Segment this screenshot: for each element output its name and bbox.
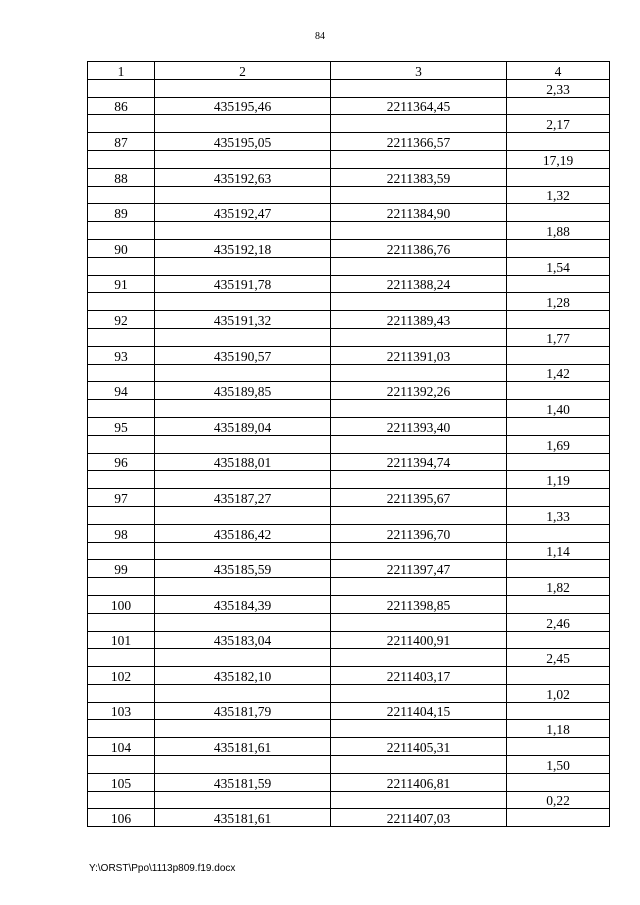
point-number-cell: 87 [88, 133, 155, 151]
y-coordinate-cell: 2211404,15 [331, 702, 507, 720]
x-coordinate-cell: 435185,59 [155, 560, 331, 578]
table-row [88, 756, 610, 774]
point-number-cell: 101 [88, 631, 155, 649]
y-coordinate-cell [331, 115, 507, 133]
table-row [88, 400, 610, 418]
distance-cell [507, 239, 610, 257]
point-number-cell: 91 [88, 275, 155, 293]
y-coordinate-cell: 2211389,43 [331, 311, 507, 329]
table-row [88, 489, 610, 507]
y-coordinate-cell: 2211396,70 [331, 524, 507, 542]
y-coordinate-cell: 2211383,59 [331, 168, 507, 186]
distance-cell: 1,28 [507, 293, 610, 311]
column-header-3: 3 [331, 62, 507, 80]
x-coordinate-cell [155, 542, 331, 560]
table-body [88, 62, 610, 827]
y-coordinate-cell [331, 222, 507, 240]
x-coordinate-cell: 435190,57 [155, 346, 331, 364]
x-coordinate-cell [155, 115, 331, 133]
column-header-4: 4 [507, 62, 610, 80]
table-row [88, 720, 610, 738]
distance-cell [507, 667, 610, 685]
x-coordinate-cell [155, 328, 331, 346]
y-coordinate-cell: 2211398,85 [331, 595, 507, 613]
distance-cell: 1,54 [507, 257, 610, 275]
y-coordinate-cell: 2211393,40 [331, 417, 507, 435]
table-row [88, 186, 610, 204]
x-coordinate-cell: 435189,85 [155, 382, 331, 400]
point-number-cell [88, 578, 155, 596]
table-row [88, 773, 610, 791]
point-number-cell: 95 [88, 417, 155, 435]
y-coordinate-cell [331, 471, 507, 489]
table-row [88, 631, 610, 649]
table-row [88, 97, 610, 115]
y-coordinate-cell: 2211364,45 [331, 97, 507, 115]
point-number-cell [88, 649, 155, 667]
distance-cell: 1,77 [507, 328, 610, 346]
y-coordinate-cell [331, 400, 507, 418]
point-number-cell [88, 150, 155, 168]
y-coordinate-cell: 2211384,90 [331, 204, 507, 222]
table-row [88, 257, 610, 275]
point-number-cell: 89 [88, 204, 155, 222]
y-coordinate-cell: 2211403,17 [331, 667, 507, 685]
table-row [88, 382, 610, 400]
y-coordinate-cell [331, 293, 507, 311]
distance-cell: 1,02 [507, 684, 610, 702]
y-coordinate-cell [331, 328, 507, 346]
table-row [88, 738, 610, 756]
distance-cell [507, 346, 610, 364]
distance-cell [507, 489, 610, 507]
distance-cell: 2,45 [507, 649, 610, 667]
point-number-cell [88, 791, 155, 809]
distance-cell [507, 168, 610, 186]
point-number-cell: 106 [88, 809, 155, 827]
distance-cell [507, 595, 610, 613]
table-row [88, 684, 610, 702]
y-coordinate-cell [331, 720, 507, 738]
x-coordinate-cell [155, 150, 331, 168]
x-coordinate-cell: 435184,39 [155, 595, 331, 613]
y-coordinate-cell [331, 79, 507, 97]
table-row [88, 346, 610, 364]
point-number-cell: 104 [88, 738, 155, 756]
point-number-cell [88, 257, 155, 275]
table-row [88, 133, 610, 151]
distance-cell [507, 417, 610, 435]
x-coordinate-cell [155, 222, 331, 240]
table-row [88, 560, 610, 578]
table-row [88, 150, 610, 168]
table-row [88, 168, 610, 186]
y-coordinate-cell [331, 578, 507, 596]
table-row [88, 328, 610, 346]
distance-cell: 1,82 [507, 578, 610, 596]
x-coordinate-cell: 435195,05 [155, 133, 331, 151]
y-coordinate-cell [331, 756, 507, 774]
point-number-cell [88, 542, 155, 560]
point-number-cell: 96 [88, 453, 155, 471]
table-row [88, 222, 610, 240]
point-number-cell: 98 [88, 524, 155, 542]
table-row [88, 702, 610, 720]
y-coordinate-cell [331, 613, 507, 631]
x-coordinate-cell [155, 613, 331, 631]
point-number-cell [88, 506, 155, 524]
y-coordinate-cell: 2211394,74 [331, 453, 507, 471]
distance-cell: 1,69 [507, 435, 610, 453]
x-coordinate-cell [155, 186, 331, 204]
y-coordinate-cell [331, 257, 507, 275]
table-row [88, 506, 610, 524]
table-row [88, 364, 610, 382]
point-number-cell [88, 328, 155, 346]
point-number-cell: 88 [88, 168, 155, 186]
distance-cell: 1,33 [507, 506, 610, 524]
x-coordinate-cell: 435187,27 [155, 489, 331, 507]
distance-cell [507, 560, 610, 578]
distance-cell [507, 275, 610, 293]
distance-cell: 1,88 [507, 222, 610, 240]
distance-cell [507, 702, 610, 720]
y-coordinate-cell: 2211392,26 [331, 382, 507, 400]
point-number-cell [88, 293, 155, 311]
table-row [88, 613, 610, 631]
x-coordinate-cell [155, 257, 331, 275]
column-header-1: 1 [88, 62, 155, 80]
distance-cell: 0,22 [507, 791, 610, 809]
distance-cell [507, 97, 610, 115]
page-number: 84 [315, 31, 325, 42]
point-number-cell [88, 613, 155, 631]
y-coordinate-cell: 2211366,57 [331, 133, 507, 151]
point-number-cell: 99 [88, 560, 155, 578]
table-row [88, 293, 610, 311]
table-row [88, 204, 610, 222]
point-number-cell [88, 471, 155, 489]
point-number-cell: 97 [88, 489, 155, 507]
distance-cell [507, 133, 610, 151]
y-coordinate-cell: 2211406,81 [331, 773, 507, 791]
distance-cell [507, 631, 610, 649]
y-coordinate-cell: 2211395,67 [331, 489, 507, 507]
x-coordinate-cell [155, 435, 331, 453]
distance-cell: 1,40 [507, 400, 610, 418]
x-coordinate-cell: 435181,61 [155, 738, 331, 756]
distance-cell [507, 524, 610, 542]
table-row [88, 275, 610, 293]
distance-cell: 2,17 [507, 115, 610, 133]
table-row [88, 453, 610, 471]
x-coordinate-cell [155, 649, 331, 667]
y-coordinate-cell [331, 435, 507, 453]
y-coordinate-cell [331, 150, 507, 168]
point-number-cell: 102 [88, 667, 155, 685]
y-coordinate-cell [331, 542, 507, 560]
distance-cell: 1,42 [507, 364, 610, 382]
x-coordinate-cell: 435181,79 [155, 702, 331, 720]
point-number-cell: 86 [88, 97, 155, 115]
point-number-cell [88, 222, 155, 240]
point-number-cell: 90 [88, 239, 155, 257]
table-row [88, 542, 610, 560]
point-number-cell: 92 [88, 311, 155, 329]
y-coordinate-cell [331, 684, 507, 702]
distance-cell: 1,32 [507, 186, 610, 204]
point-number-cell [88, 186, 155, 204]
table-row [88, 471, 610, 489]
table-row [88, 435, 610, 453]
table-row [88, 578, 610, 596]
x-coordinate-cell: 435181,59 [155, 773, 331, 791]
file-path-footer: Y:\ORST\Ppo\1113p809.f19.docx [89, 863, 236, 874]
y-coordinate-cell [331, 649, 507, 667]
distance-cell: 1,19 [507, 471, 610, 489]
point-number-cell [88, 400, 155, 418]
x-coordinate-cell: 435188,01 [155, 453, 331, 471]
column-header-2: 2 [155, 62, 331, 80]
distance-cell: 1,18 [507, 720, 610, 738]
x-coordinate-cell: 435191,32 [155, 311, 331, 329]
x-coordinate-cell [155, 720, 331, 738]
y-coordinate-cell [331, 506, 507, 524]
table-row [88, 809, 610, 827]
distance-cell [507, 311, 610, 329]
x-coordinate-cell [155, 756, 331, 774]
x-coordinate-cell [155, 364, 331, 382]
point-number-cell: 105 [88, 773, 155, 791]
table-row [88, 79, 610, 97]
table-row [88, 115, 610, 133]
distance-cell [507, 382, 610, 400]
point-number-cell [88, 364, 155, 382]
distance-cell [507, 809, 610, 827]
distance-cell: 2,46 [507, 613, 610, 631]
x-coordinate-cell: 435195,46 [155, 97, 331, 115]
x-coordinate-cell [155, 400, 331, 418]
x-coordinate-cell [155, 506, 331, 524]
y-coordinate-cell [331, 364, 507, 382]
table-row [88, 417, 610, 435]
distance-cell [507, 773, 610, 791]
x-coordinate-cell: 435181,61 [155, 809, 331, 827]
y-coordinate-cell: 2211391,03 [331, 346, 507, 364]
point-number-cell: 103 [88, 702, 155, 720]
x-coordinate-cell [155, 471, 331, 489]
distance-cell: 1,50 [507, 756, 610, 774]
point-number-cell: 100 [88, 595, 155, 613]
distance-cell [507, 204, 610, 222]
table-row [88, 595, 610, 613]
y-coordinate-cell: 2211405,31 [331, 738, 507, 756]
distance-cell: 2,33 [507, 79, 610, 97]
point-number-cell [88, 115, 155, 133]
y-coordinate-cell: 2211407,03 [331, 809, 507, 827]
table-row [88, 311, 610, 329]
x-coordinate-cell [155, 684, 331, 702]
table-row [88, 667, 610, 685]
table-header-row [88, 62, 610, 80]
x-coordinate-cell: 435183,04 [155, 631, 331, 649]
x-coordinate-cell: 435192,47 [155, 204, 331, 222]
y-coordinate-cell [331, 791, 507, 809]
point-number-cell [88, 720, 155, 738]
table-row [88, 791, 610, 809]
x-coordinate-cell [155, 578, 331, 596]
x-coordinate-cell: 435192,18 [155, 239, 331, 257]
point-number-cell [88, 756, 155, 774]
y-coordinate-cell: 2211388,24 [331, 275, 507, 293]
x-coordinate-cell: 435189,04 [155, 417, 331, 435]
point-number-cell [88, 684, 155, 702]
y-coordinate-cell: 2211386,76 [331, 239, 507, 257]
distance-cell: 17,19 [507, 150, 610, 168]
coordinates-table [87, 61, 610, 827]
x-coordinate-cell: 435191,78 [155, 275, 331, 293]
x-coordinate-cell [155, 791, 331, 809]
table-row [88, 239, 610, 257]
distance-cell [507, 453, 610, 471]
distance-cell: 1,14 [507, 542, 610, 560]
point-number-cell [88, 435, 155, 453]
x-coordinate-cell: 435182,10 [155, 667, 331, 685]
y-coordinate-cell: 2211397,47 [331, 560, 507, 578]
table-row [88, 649, 610, 667]
point-number-cell: 93 [88, 346, 155, 364]
distance-cell [507, 738, 610, 756]
x-coordinate-cell: 435192,63 [155, 168, 331, 186]
x-coordinate-cell [155, 293, 331, 311]
y-coordinate-cell: 2211400,91 [331, 631, 507, 649]
x-coordinate-cell [155, 79, 331, 97]
point-number-cell [88, 79, 155, 97]
y-coordinate-cell [331, 186, 507, 204]
point-number-cell: 94 [88, 382, 155, 400]
table-row [88, 524, 610, 542]
x-coordinate-cell: 435186,42 [155, 524, 331, 542]
